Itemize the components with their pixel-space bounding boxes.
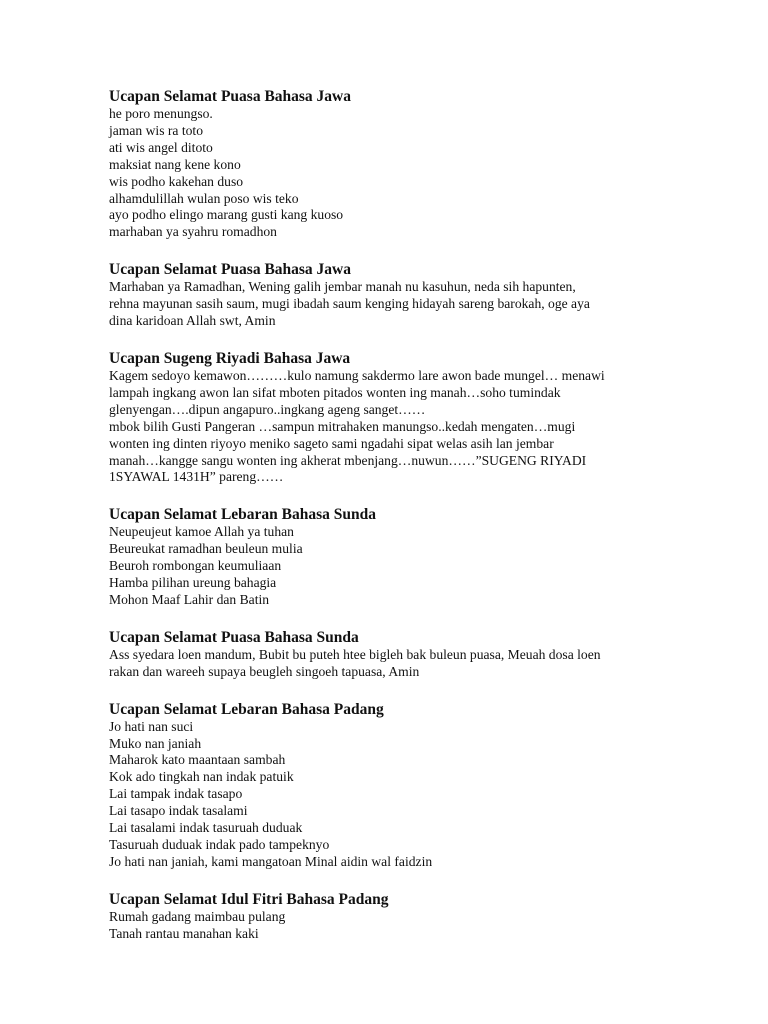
text-line: ayo podho elingo marang gusti kang kuoso [109,207,344,223]
section-sugeng-riyadi-jawa [109,349,689,486]
text-line: Beureukat ramadhan beuleun mulia [109,541,303,557]
text-line: Jo hati nan janiah, kami mangatoan Minal aidin wal faidzin [109,853,433,869]
text-line: Lai tasapo indak tasalami [109,803,248,819]
section-heading: Ucapan Selamat Puasa Bahasa Jawa [109,261,351,279]
text-line: wis podho kakehan duso [109,173,244,189]
text-line: glenyengan….dipun angapuro..ingkang ageng sanget…… [109,401,426,417]
text-line: jaman wis ra toto [109,122,204,138]
text-line: Kagem sedoyo kemawon………kulo namung sakdermo lare awon bade mungel… menawi [109,367,605,383]
section-body [109,524,689,609]
section-heading: Ucapan Selamat Lebaran Bahasa Sunda [109,506,377,524]
text-line: alhamdulillah wulan poso wis teko [109,190,299,206]
text-line: Tanah rantau manahan kaki [109,925,259,941]
text-line: 1SYAWAL 1431H” pareng…… [109,469,284,485]
text-line: dina karidoan Allah swt, Amin [109,313,276,329]
section-heading: Ucapan Sugeng Riyadi Bahasa Jawa [109,349,351,367]
section-body [109,368,689,486]
text-line: he poro menungso. [109,106,213,121]
section-puasa-jawa-2 [109,260,689,330]
section-body [109,279,689,330]
text-line: Lai tampak indak tasapo [109,786,243,802]
text-line: Neupeujeut kamoe Allah ya tuhan [109,524,294,540]
text-line: Mohon Maaf Lahir dan Batin [109,591,270,607]
text-line: manah…kangge sangu wonten ing akherat mbenjang…nuwun……”SUGENG RIYADI [109,452,587,468]
text-line: marhaban ya syahru romadhon [109,224,277,240]
text-line: Rumah gadang maimbau pulang [109,908,286,924]
section-heading: Ucapan Selamat Lebaran Bahasa Padang [109,700,384,718]
text-line: maksiat nang kene kono [109,156,241,172]
section-puasa-sunda [109,628,689,681]
text-line: Tasuruah duduak indak pado tampeknyo [109,837,330,852]
section-heading: Ucapan Selamat Puasa Bahasa Sunda [109,628,359,646]
text-line: Jo hati nan suci [109,718,194,734]
text-line: Beuroh rombongan keumuliaan [109,558,282,574]
text-line: Muko nan janiah [109,735,202,751]
section-puasa-jawa-1 [109,87,689,241]
text-line: wonten ing dinten riyoyo meniko sageto sami ngadahi sipat welas asih lan jembar [109,435,554,451]
text-line: Lai tasalami indak tasuruah duduak [109,820,303,836]
text-line: Hamba pilihan ureung bahagia [109,575,277,591]
text-line: rakan dan wareeh supaya beugleh singoeh tapuasa, Amin [109,663,420,679]
section-idul-fitri-padang [109,890,689,943]
section-heading: Ucapan Selamat Puasa Bahasa Jawa [109,88,351,105]
text-line: Marhaban ya Ramadhan, Wening galih jembar manah nu kasuhun, neda sih hapunten, [109,279,576,295]
text-line: lampah ingkang awon lan sifat mboten pitados wonten ing manah…soho tumindak [109,384,561,400]
text-line: mbok bilih Gusti Pangeran …sampun mitrahaken manungso..kedah mengaten…mugi [109,418,576,434]
text-line: Kok ado tingkah nan indak patuik [109,769,294,785]
section-body [109,647,689,681]
text-line: Ass syedara loen mandum, Bubit bu puteh htee bigleh bak buleun puasa, Meuah dosa loen [109,646,601,662]
section-body [109,106,689,241]
text-line: rehna mayunan sasih saum, mugi ibadah saum kenging hidayah sareng barokah, oge aya [109,296,590,312]
section-lebaran-sunda [109,505,689,609]
text-line: ati wis angel ditoto [109,139,213,155]
section-body [109,909,689,943]
section-body [109,719,689,871]
text-line: Maharok kato maantaan sambah [109,752,286,768]
section-heading: Ucapan Selamat Idul Fitri Bahasa Padang [109,890,389,908]
document-page [109,87,689,962]
section-lebaran-padang [109,700,689,871]
